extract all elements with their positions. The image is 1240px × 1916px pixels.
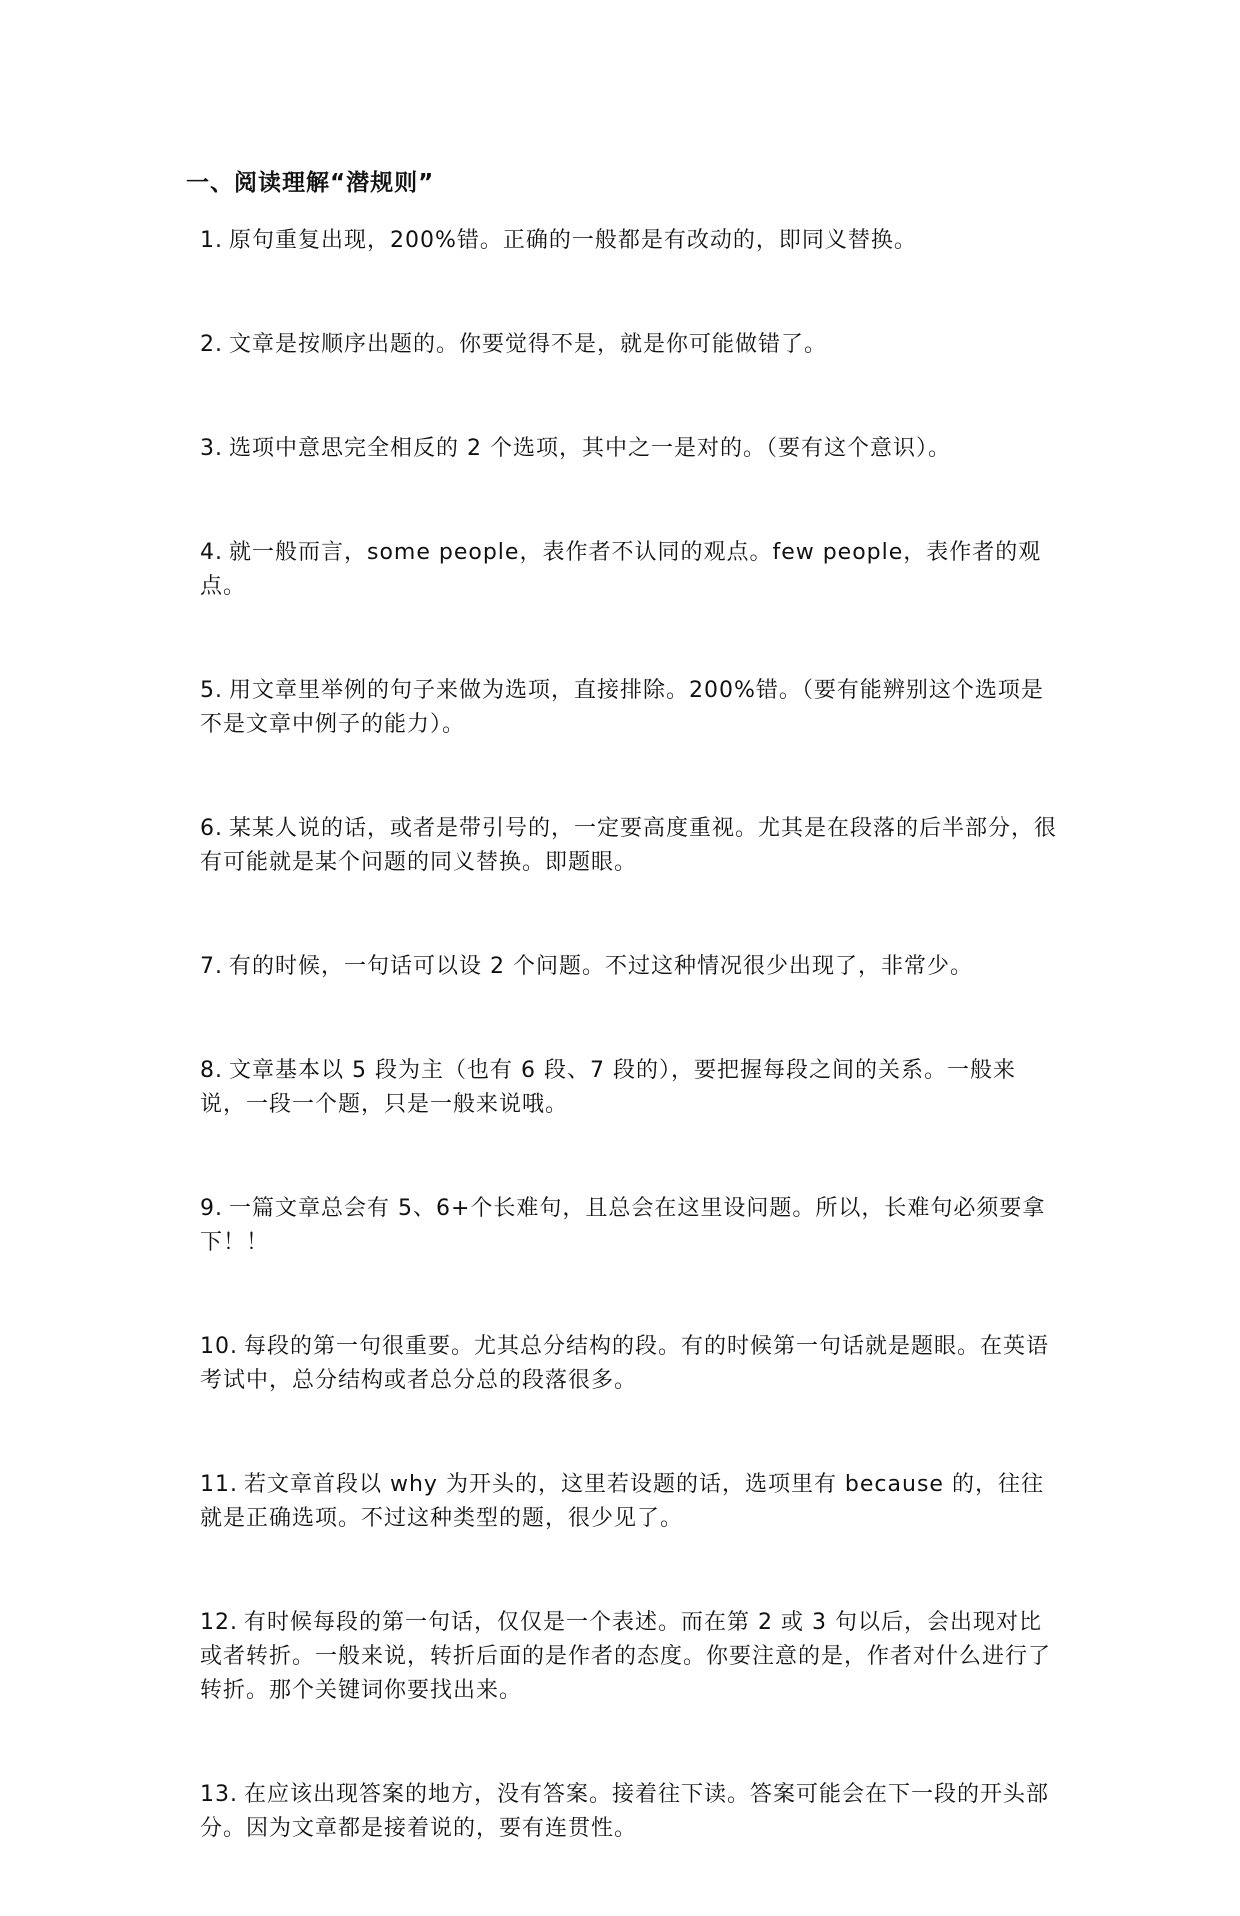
list-item bbox=[200, 1606, 1060, 1708]
item-text: 一篇文章总会有 5、6+个长难句，且总会在这里设问题。所以，长难句必须要拿下！！ bbox=[200, 1196, 1046, 1255]
item-number: 6. bbox=[200, 816, 223, 841]
item-number: 2. bbox=[200, 332, 223, 357]
item-text: 某某人说的话，或者是带引号的，一定要高度重视。尤其是在段落的后半部分，很有可能就是某个问题的同义替换。即题眼。 bbox=[200, 816, 1058, 875]
list-item bbox=[200, 224, 1060, 258]
list-item bbox=[200, 328, 1060, 362]
list-item bbox=[200, 536, 1060, 604]
item-text: 原句重复出现，200%错。正确的一般都是有改动的，即同义替换。 bbox=[229, 228, 917, 253]
item-text: 文章基本以 5 段为主（也有 6 段、7 段的），要把握每段之间的关系。一般来说，一段一个题，只是一般来说哦。 bbox=[200, 1058, 1016, 1117]
item-number: 5. bbox=[200, 678, 223, 703]
item-text: 选项中意思完全相反的 2 个选项，其中之一是对的。（要有这个意识）。 bbox=[229, 436, 951, 461]
list-item bbox=[200, 1330, 1060, 1398]
item-number: 3. bbox=[200, 436, 223, 461]
section-heading: 一、阅读理解“潜规则” bbox=[186, 170, 435, 196]
item-text: 若文章首段以 why 为开头的，这里若设题的话，选项里有 because 的，往往就是正确选项。不过这种类型的题，很少见了。 bbox=[200, 1472, 1044, 1531]
item-number: 12. bbox=[200, 1610, 238, 1635]
item-number: 8. bbox=[200, 1058, 223, 1083]
item-text: 每段的第一句很重要。尤其总分结构的段。有的时候第一句话就是题眼。在英语考试中，总分结构或者总分总的段落很多。 bbox=[200, 1334, 1050, 1393]
item-number: 13. bbox=[200, 1782, 238, 1807]
list-item bbox=[200, 812, 1060, 880]
item-number: 9. bbox=[200, 1196, 223, 1221]
item-text: 在应该出现答案的地方，没有答案。接着往下读。答案可能会在下一段的开头部分。因为文章都是接着说的，要有连贯性。 bbox=[200, 1782, 1050, 1841]
item-number: 7. bbox=[200, 954, 223, 979]
list-item bbox=[200, 674, 1060, 742]
rules-list bbox=[200, 224, 1060, 1916]
item-number: 11. bbox=[200, 1472, 238, 1497]
item-text: 就一般而言，some people，表作者不认同的观点。few people，表作者的观点。 bbox=[200, 540, 1042, 599]
item-number: 1. bbox=[200, 228, 223, 253]
item-number: 10. bbox=[200, 1334, 238, 1359]
item-text: 文章是按顺序出题的。你要觉得不是，就是你可能做错了。 bbox=[229, 332, 828, 357]
list-item bbox=[200, 1778, 1060, 1846]
list-item bbox=[200, 950, 1060, 984]
item-text: 用文章里举例的句子来做为选项，直接排除。200%错。（要有能辨别这个选项是不是文章中例子的能力）。 bbox=[200, 678, 1044, 737]
list-item bbox=[200, 1468, 1060, 1536]
list-item bbox=[200, 432, 1060, 466]
item-text: 有时候每段的第一句话，仅仅是一个表述。而在第 2 或 3 句以后，会出现对比或者转折。一般来说，转折后面的是作者的态度。你要注意的是，作者对什么进行了转折。那个关键词你要找出来。 bbox=[200, 1610, 1052, 1703]
list-item bbox=[200, 1192, 1060, 1260]
item-number: 4. bbox=[200, 540, 223, 565]
item-text: 有的时候，一句话可以设 2 个问题。不过这种情况很少出现了，非常少。 bbox=[229, 954, 973, 979]
list-item bbox=[200, 1054, 1060, 1122]
